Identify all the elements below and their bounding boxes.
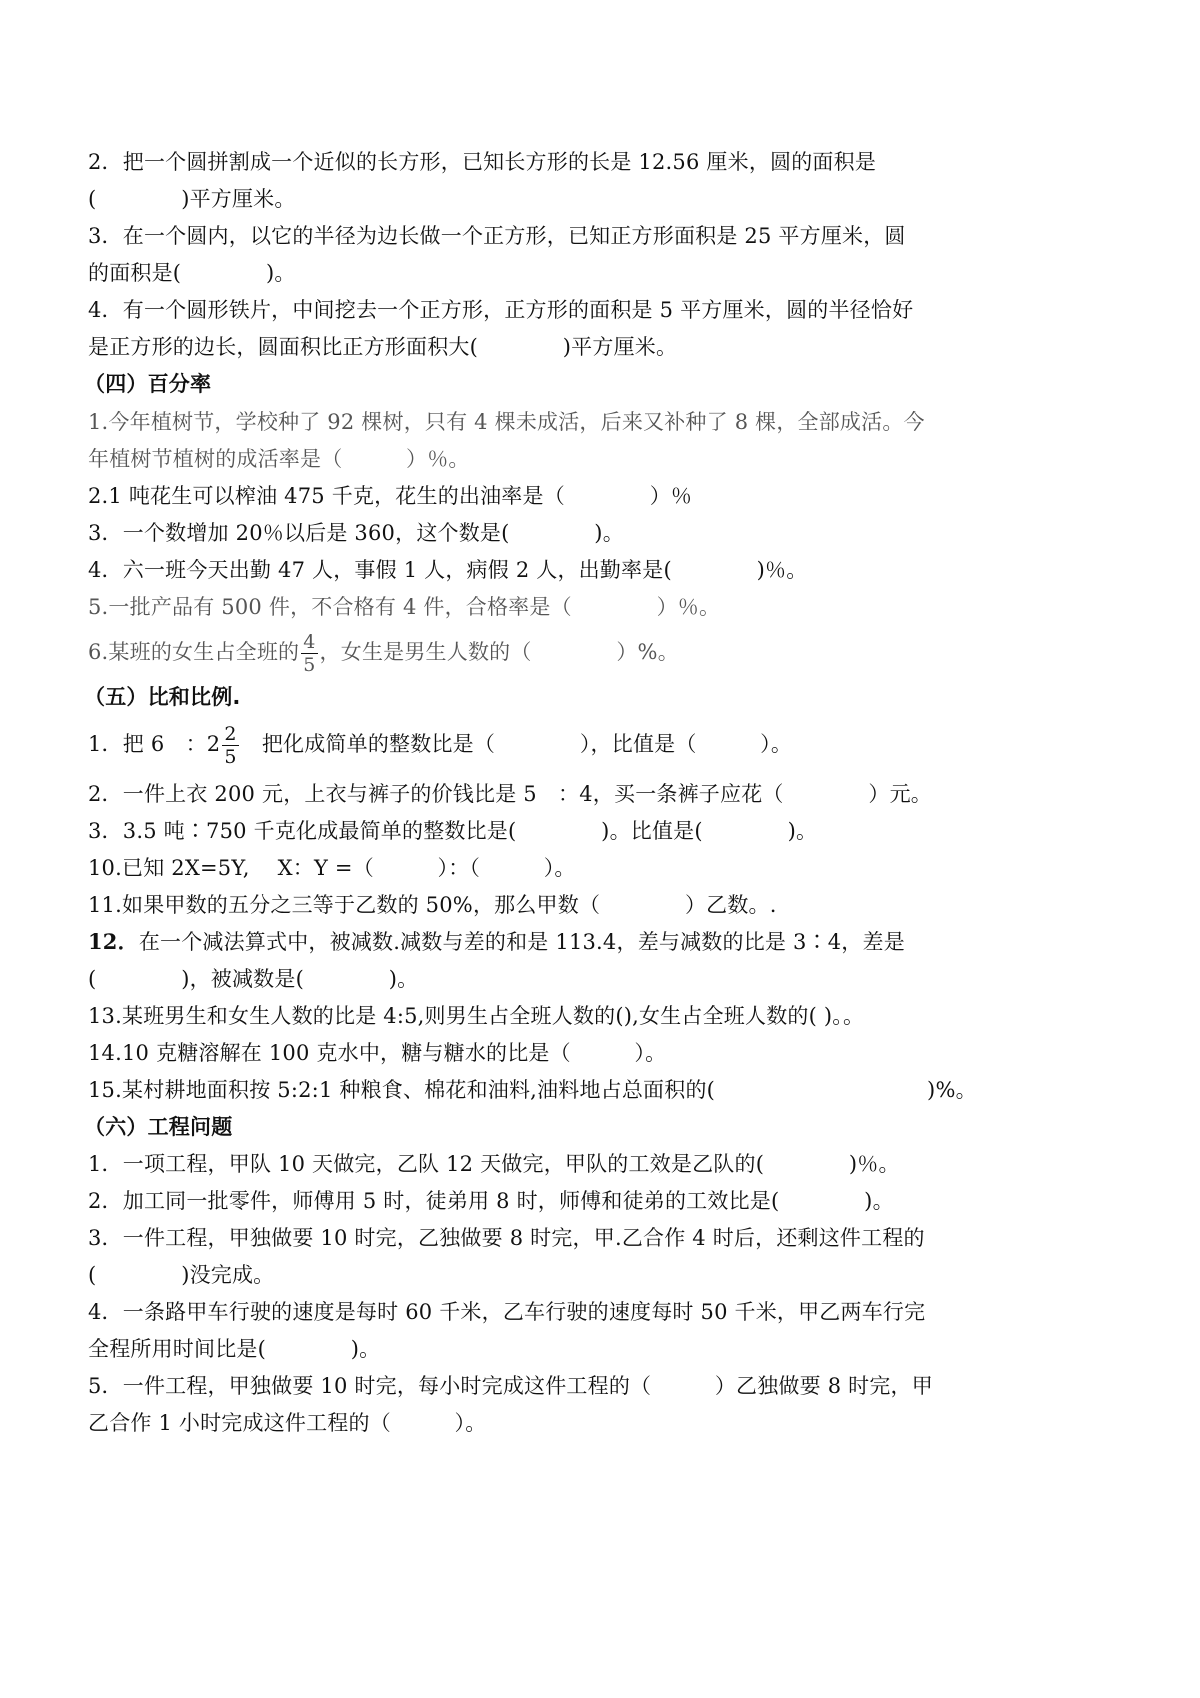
ratio-q12-line1	[88, 928, 905, 956]
section-heading-work: （六）工程问题	[84, 1115, 233, 1139]
percent-q1-line2: 年植树节植树的成活率是（ ）％。	[88, 447, 470, 471]
fraction-denominator: 5	[303, 654, 316, 676]
work-q5-line1: 5．一件工程，甲独做要 10 时完，每小时完成这件工程的（ ）乙独做要 8 时完，甲	[88, 1374, 933, 1398]
circle-q3-line1: 3．在一个圆内，以它的半径为边长做一个正方形，已知正方形面积是 25 平方厘米，圆	[88, 224, 906, 248]
ratio-q1	[88, 712, 792, 776]
circle-q4-line2: 是正方形的边长，圆面积比正方形面积大( )平方厘米。	[88, 335, 678, 359]
percent-q3: 3．一个数增加 20％以后是 360，这个数是( )。	[88, 521, 624, 545]
section-heading-percent: （四）百分率	[84, 372, 212, 396]
ratio-q13: 13.某班男生和女生人数的比是 4:5,则男生占全班人数的(),女生占全班人数的( )。。	[88, 1004, 865, 1028]
section-heading-ratio: （五）比和比例.	[84, 685, 241, 709]
percent-q6-prefix: 6.某班的女生占全班的	[88, 640, 300, 664]
circle-q4-line1: 4．有一个圆形铁片，中间挖去一个正方形，正方形的面积是 5 平方厘米，圆的半径恰好	[88, 298, 914, 322]
ratio-q12-line2: ( )，被减数是( )。	[88, 967, 419, 991]
percent-q2: 2.1 吨花生可以榨油 475 千克，花生的出油率是（ ）％	[88, 484, 693, 508]
fraction-four-fifths	[301, 631, 317, 676]
ratio-q11: 11.如果甲数的五分之三等于乙数的 50%，那么甲数（ ）乙数。.	[88, 893, 777, 917]
ratio-q10: 10.已知 2X=5Y, X：Y =（ ）：（ ）。	[88, 856, 576, 880]
work-q3-line2: ( )没完成。	[88, 1263, 275, 1287]
work-q5-line2: 乙合作 1 小时完成这件工程的（ ）。	[88, 1411, 487, 1435]
percent-q5: 5.一批产品有 500 件，不合格有 4 件，合格率是（ ）％。	[88, 595, 721, 619]
circle-q2-line2: ( )平方厘米。	[88, 187, 296, 211]
work-q1: 1．一项工程，甲队 10 天做完，乙队 12 天做完，甲队的工效是乙队的( )％。	[88, 1152, 900, 1176]
circle-q3-line2: 的面积是( )。	[88, 261, 296, 285]
ratio-q15: 15.某村耕地面积按 5:2:1 种粮食、棉花和油料,油料地占总面积的( )%。	[88, 1078, 977, 1102]
percent-q6	[88, 620, 679, 684]
percent-q6-suffix: ，女生是男生人数的（ ）%。	[319, 640, 679, 664]
ratio-q12-text: 在一个减法算式中，被减数.减数与差的和是 113.4，差与减数的比是 3∶4，差是	[138, 930, 905, 954]
fraction-two-fifths	[222, 723, 238, 768]
ratio-q2: 2．一件上衣 200 元，上衣与裤子的价钱比是 5 ：4，买一条裤子应花（ ）元。	[88, 782, 932, 806]
fraction-numerator: 2	[224, 723, 237, 745]
ratio-q14: 14.10 克糖溶解在 100 克水中，糖与糖水的比是（ ）。	[88, 1041, 667, 1065]
ratio-q12-number: 12．	[88, 929, 139, 954]
percent-q1-line1: 1.今年植树节，学校种了 92 棵树，只有 4 棵未成活，后来又补种了 8 棵，全部成活。今	[88, 410, 925, 434]
work-q4-line2: 全程所用时间比是( )。	[88, 1337, 381, 1361]
work-q4-line1: 4．一条路甲车行驶的速度是每时 60 千米，乙车行驶的速度每时 50 千米，甲乙两车行完	[88, 1300, 926, 1324]
ratio-q1-prefix: 1．把 6 ：2	[88, 732, 221, 756]
fraction-denominator: 5	[224, 746, 237, 768]
fraction-numerator: 4	[303, 631, 316, 653]
ratio-q1-suffix: 把化成简单的整数比是（ ），比值是（ ）。	[240, 732, 793, 756]
ratio-q3: 3．3.5 吨∶750 千克化成最简单的整数比是( )。比值是( )。	[88, 819, 818, 843]
work-q3-line1: 3．一件工程，甲独做要 10 时完，乙独做要 8 时完，甲.乙合作 4 时后，还剩这件工程的	[88, 1226, 925, 1250]
percent-q4: 4．六一班今天出勤 47 人，事假 1 人，病假 2 人，出勤率是( )％。	[88, 558, 808, 582]
circle-q2-line1: 2．把一个圆拼割成一个近似的长方形，已知长方形的长是 12.56 厘米，圆的面积是	[88, 150, 877, 174]
work-q2: 2．加工同一批零件，师傅用 5 时，徒弟用 8 时，师傅和徒弟的工效比是( )。	[88, 1189, 894, 1213]
